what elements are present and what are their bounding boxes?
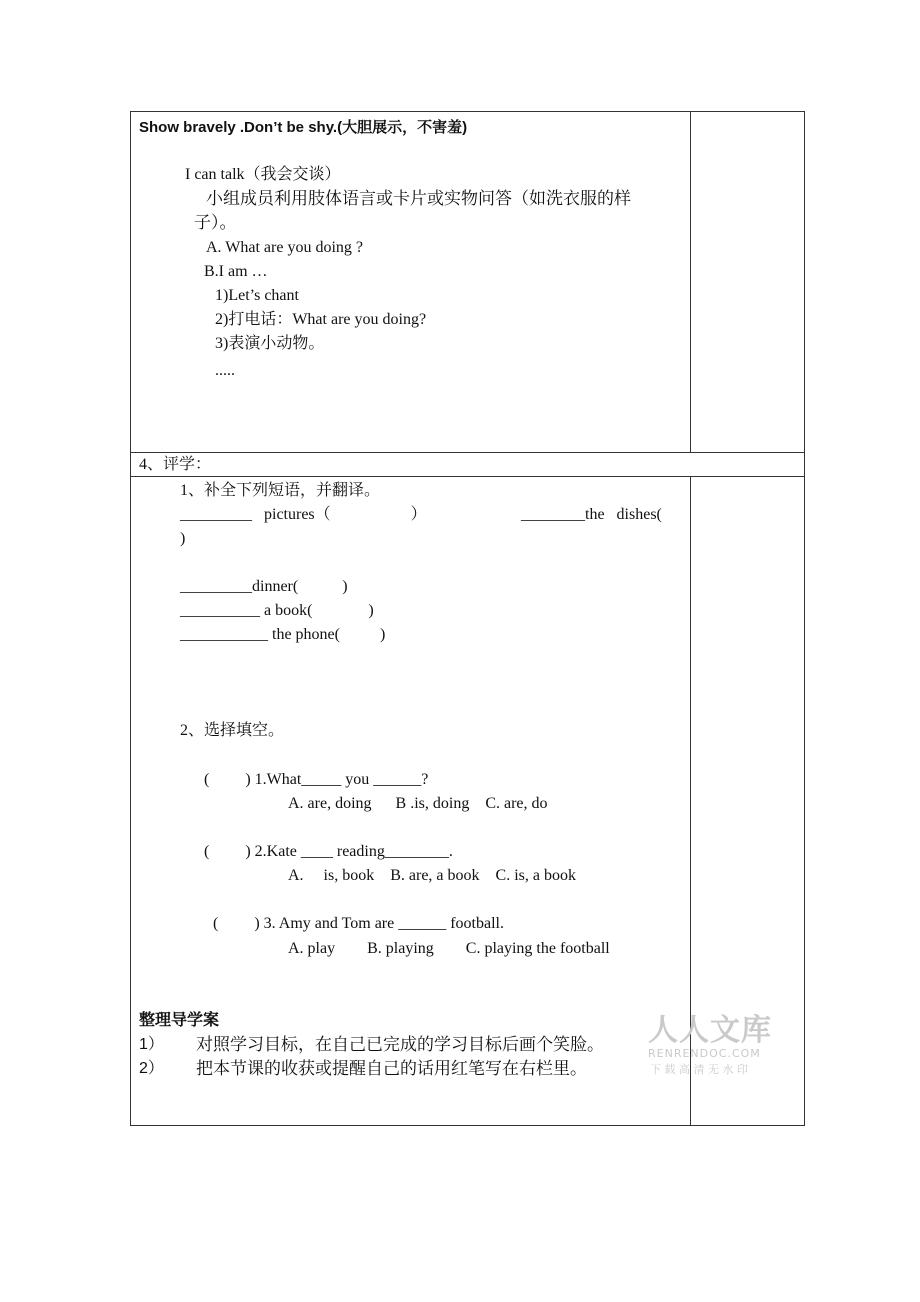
- exercise-1-row1-left: _________ pictures（ ）: [180, 506, 427, 523]
- row-divider: [130, 476, 805, 477]
- question-stem: ( ) 2.Kate ____ reading________.: [204, 843, 453, 860]
- exercise-1-title: 1、补全下列短语，并翻译。: [180, 482, 381, 499]
- column-divider: [690, 111, 691, 452]
- question-stem: ( ) 3. Amy and Tom are ______ football.: [213, 915, 504, 932]
- table-left-border: [130, 111, 131, 1125]
- summary-item-text: 对照学习目标，在自己已完成的学习目标后画个笑脸。: [196, 1035, 604, 1054]
- section-heading-assess: 4、评学：: [139, 456, 212, 473]
- watermark-domain: RENRENDOC.COM: [648, 1047, 761, 1060]
- activity-item-3: 3)表演小动物。: [215, 335, 325, 352]
- exercise-1-item: ___________ the phone( ): [180, 626, 386, 643]
- dialogue-a: A. What are you doing ?: [206, 239, 363, 256]
- exercise-1-row1-right: ________the dishes(: [521, 506, 662, 523]
- question-stem: ( ) 1.What_____ you ______?: [204, 771, 429, 788]
- watermark-title: 人人文库: [648, 1013, 772, 1048]
- summary-item-number: 1）: [139, 1036, 164, 1053]
- activity-item-1: 1)Let’s chant: [215, 287, 299, 304]
- activity-item-2: 2)打电话：What are you doing?: [215, 311, 427, 328]
- exercise-1-row1-cont: ): [180, 530, 186, 547]
- i-can-talk-line: I can talk（我会交谈）: [185, 166, 341, 183]
- question-options: A. is, book B. are, a book C. is, a book: [288, 867, 576, 884]
- activity-instruction-cont: 子）。: [194, 213, 237, 232]
- summary-heading: 整理导学案: [139, 1012, 220, 1029]
- question-options: A. are, doing B .is, doing C. are, do: [288, 795, 548, 812]
- summary-item-text: 把本节课的收获或提醒自己的话用红笔写在右栏里。: [196, 1059, 587, 1078]
- table-right-border: [804, 111, 805, 1125]
- exercise-1-item: _________dinner( ): [180, 578, 348, 595]
- row-divider: [130, 452, 805, 453]
- dialogue-b: B.I am …: [204, 263, 268, 280]
- ellipsis-line: .....: [215, 362, 235, 379]
- activity-instruction: 小组成员利用肢体语言或卡片或实物问答（如洗衣服的样: [206, 189, 631, 208]
- exercise-1-item: __________ a book( ): [180, 602, 374, 619]
- table-top-border: [130, 111, 805, 112]
- exercise-2-title: 2、选择填空。: [180, 722, 285, 739]
- watermark-slogan: 下 载 高 清 无 水 印: [650, 1063, 748, 1076]
- question-options: A. play B. playing C. playing the football: [288, 940, 610, 957]
- summary-item-number: 2）: [139, 1060, 164, 1077]
- table-bottom-border: [130, 1125, 805, 1126]
- section-heading-show-bravely: Show bravely .Don’t be shy.(大胆展示，不害羞): [139, 119, 468, 136]
